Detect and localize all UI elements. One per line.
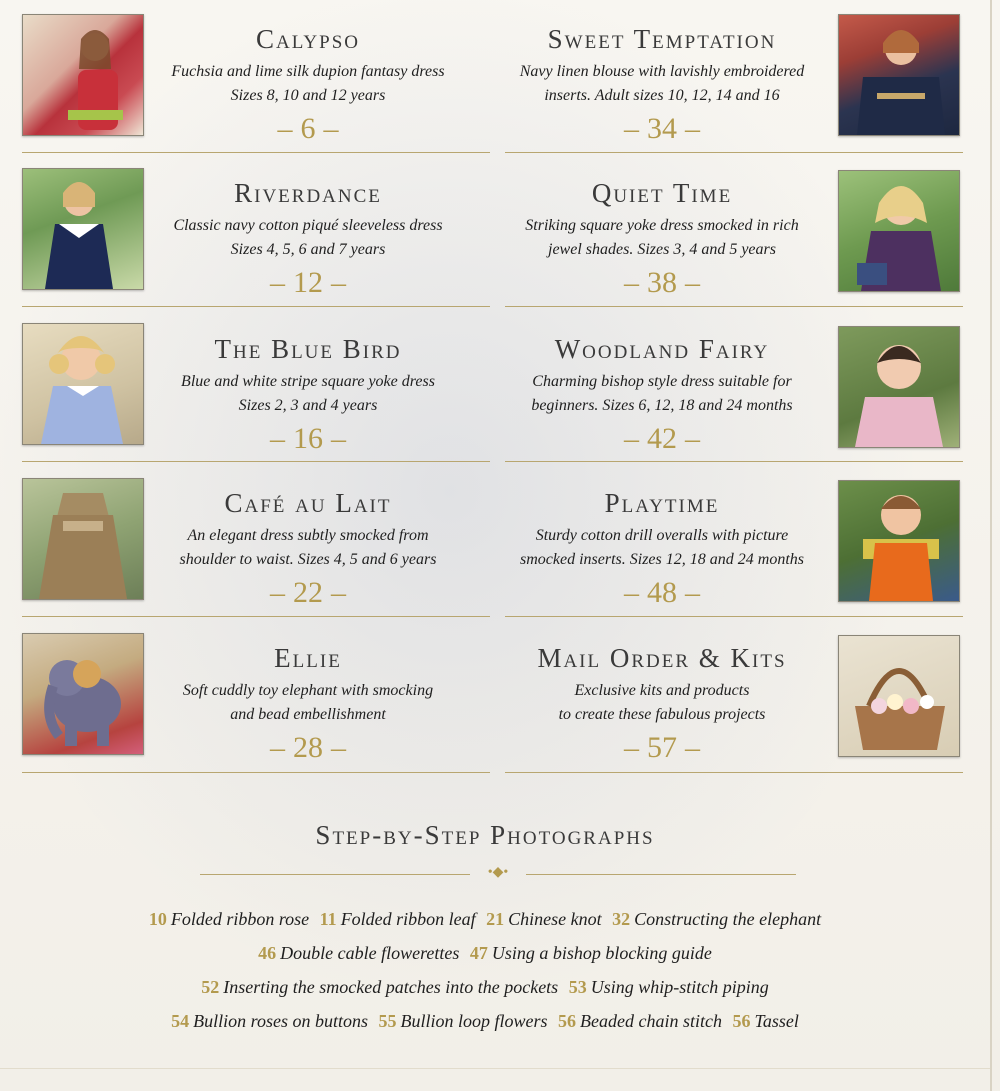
entry-title: Playtime xyxy=(604,488,720,518)
step-label: Using a bishop blocking guide xyxy=(491,943,712,963)
step-item[interactable] xyxy=(320,909,476,929)
entry-title: Café au Lait xyxy=(224,488,392,518)
page-number[interactable]: – 6 – xyxy=(277,112,339,145)
desc-line-2: and bead embellishment xyxy=(230,706,386,723)
divider-rule xyxy=(22,772,490,773)
entry-title: Riverdance xyxy=(234,178,382,208)
entry-cafe-au-lait xyxy=(143,488,473,610)
desc-line-2: smocked inserts. Sizes 12, 18 and 24 months xyxy=(520,551,804,568)
desc-line-1: Striking square yoke dress smocked in rich xyxy=(525,217,799,234)
divider-rule xyxy=(22,306,490,307)
step-page-number: 53 xyxy=(568,977,587,997)
step-item[interactable] xyxy=(732,1011,798,1031)
entry-playtime xyxy=(497,488,827,610)
steps-line-1 xyxy=(30,902,940,936)
step-page-number: 54 xyxy=(171,1011,190,1031)
page-number[interactable]: – 28 – xyxy=(270,731,346,764)
woman-in-navy-blouse-icon xyxy=(839,15,959,135)
step-item[interactable] xyxy=(379,1011,548,1031)
girl-reading-book-icon xyxy=(839,171,959,291)
entry-quiet-time xyxy=(497,178,827,300)
ornament-line-left xyxy=(200,874,470,875)
entry-description xyxy=(143,214,473,262)
step-item[interactable] xyxy=(149,909,309,929)
page-number[interactable]: – 57 – xyxy=(624,731,700,764)
step-page-number: 55 xyxy=(378,1011,397,1031)
entry-title: The Blue Bird xyxy=(214,334,402,364)
photo-mail-order-kits xyxy=(838,635,960,757)
entry-description xyxy=(497,370,827,418)
entry-title: Woodland Fairy xyxy=(554,334,770,364)
page-number-value[interactable]: 57 xyxy=(647,731,677,764)
photo-cafe-au-lait xyxy=(22,478,144,600)
entry-title: Quiet Time xyxy=(591,178,733,208)
desc-line-2: inserts. Adult sizes 10, 12, 14 and 16 xyxy=(544,87,780,104)
divider-rule xyxy=(22,616,490,617)
desc-line-2: Sizes 8, 10 and 12 years xyxy=(230,87,386,104)
page-number[interactable]: – 48 – xyxy=(624,576,700,609)
desc-line-1: Classic navy cotton piqué sleeveless dress xyxy=(173,217,443,234)
step-page-number: 46 xyxy=(258,943,277,963)
page-number-value[interactable]: 28 xyxy=(293,731,323,764)
photo-calypso xyxy=(22,14,144,136)
desc-line-1: Fuchsia and lime silk dupion fantasy dress xyxy=(171,63,445,80)
page-number[interactable]: – 42 – xyxy=(624,422,700,455)
page-number[interactable]: – 34 – xyxy=(624,112,700,145)
step-label: Folded ribbon leaf xyxy=(340,909,476,929)
photo-the-blue-bird xyxy=(22,323,144,445)
steps-line-4 xyxy=(30,1004,940,1038)
step-label: Inserting the smocked patches into the pockets xyxy=(223,977,559,997)
desc-line-1: Blue and white stripe square yoke dress xyxy=(181,373,435,390)
entry-description xyxy=(143,60,473,108)
step-page-number: 56 xyxy=(732,1011,751,1031)
step-label: Chinese knot xyxy=(508,909,602,929)
divider-rule xyxy=(22,461,490,462)
girl-in-navy-dress-icon xyxy=(23,169,143,289)
desc-line-2: to create these fabulous projects xyxy=(558,706,766,723)
steps-line-3 xyxy=(30,970,940,1004)
entry-description xyxy=(497,214,827,262)
photo-sweet-temptation xyxy=(838,14,960,136)
desc-line-2: shoulder to waist. Sizes 4, 5 and 6 years xyxy=(179,551,437,568)
page-edge xyxy=(990,0,992,1091)
step-label: Folded ribbon rose xyxy=(170,909,310,929)
page-number-value[interactable]: 38 xyxy=(647,266,677,299)
step-item[interactable] xyxy=(258,943,459,963)
desc-line-1: Navy linen blouse with lavishly embroidered xyxy=(519,63,805,80)
desc-line-1: An elegant dress subtly smocked from xyxy=(187,527,429,544)
desc-line-2: Sizes 2, 3 and 4 years xyxy=(238,397,378,414)
entry-title: Sweet Temptation xyxy=(547,24,777,54)
desc-line-1: Soft cuddly toy elephant with smocking xyxy=(182,682,434,699)
step-item[interactable] xyxy=(201,977,558,997)
bottom-rule xyxy=(0,1068,990,1069)
divider-rule xyxy=(505,772,963,773)
step-page-number: 56 xyxy=(558,1011,577,1031)
ornament-dots-icon: •◆• xyxy=(487,865,509,880)
step-label: Tassel xyxy=(754,1011,799,1031)
step-page-number: 21 xyxy=(486,909,505,929)
photo-riverdance xyxy=(22,168,144,290)
photo-quiet-time xyxy=(838,170,960,292)
step-page-number: 52 xyxy=(201,977,220,997)
page-number[interactable]: – 22 – xyxy=(270,576,346,609)
page-number-value[interactable]: 12 xyxy=(293,266,323,299)
page-number-value[interactable]: 6 xyxy=(300,112,316,145)
desc-line-2: Sizes 4, 5, 6 and 7 years xyxy=(230,241,386,258)
photo-ellie xyxy=(22,633,144,755)
page-number[interactable]: – 38 – xyxy=(624,266,700,299)
page-number[interactable]: – 12 – xyxy=(270,266,346,299)
step-page-number: 11 xyxy=(319,909,337,929)
page-number-value[interactable]: 42 xyxy=(647,422,677,455)
step-item[interactable] xyxy=(612,909,821,929)
page-number-value[interactable]: 22 xyxy=(293,576,323,609)
ornament-line-right xyxy=(526,874,796,875)
basket-with-flowers-icon xyxy=(839,636,959,756)
step-label: Beaded chain stitch xyxy=(580,1011,722,1031)
step-item[interactable] xyxy=(470,943,712,963)
step-label: Bullion roses on buttons xyxy=(193,1011,368,1031)
step-page-number: 47 xyxy=(469,943,488,963)
step-page-number: 32 xyxy=(612,909,631,929)
entry-description xyxy=(497,679,827,727)
entry-description xyxy=(143,524,473,572)
entry-description xyxy=(497,60,827,108)
entry-sweet-temptation xyxy=(497,24,827,146)
entry-mail-order-kits xyxy=(497,643,827,765)
entry-title: Mail Order & Kits xyxy=(537,643,787,673)
step-label: Bullion loop flowers xyxy=(400,1011,548,1031)
desc-line-1: Exclusive kits and products xyxy=(574,682,750,699)
baby-in-orange-overalls-icon xyxy=(839,481,959,601)
entry-calypso xyxy=(143,24,473,146)
desc-line-2: jewel shades. Sizes 3, 4 and 5 years xyxy=(548,241,776,258)
step-item[interactable] xyxy=(569,977,769,997)
step-item[interactable] xyxy=(558,1011,722,1031)
step-item[interactable] xyxy=(486,909,601,929)
photo-playtime xyxy=(838,480,960,602)
baby-in-pink-dress-icon xyxy=(839,327,959,447)
step-label: Using whip-stitch piping xyxy=(590,977,769,997)
divider-rule xyxy=(505,306,963,307)
entry-description xyxy=(143,679,473,727)
step-label: Double cable flowerettes xyxy=(280,943,460,963)
divider-rule xyxy=(505,461,963,462)
page-number-value[interactable]: 48 xyxy=(647,576,677,609)
brown-dress-on-hanger-icon xyxy=(23,479,143,599)
steps-line-2 xyxy=(30,936,940,970)
desc-line-1: Charming bishop style dress suitable for xyxy=(532,373,792,390)
desc-line-1: Sturdy cotton drill overalls with picture xyxy=(535,527,789,544)
page-number-value[interactable]: 34 xyxy=(647,112,677,145)
divider-rule xyxy=(22,152,490,153)
divider-rule xyxy=(505,616,963,617)
divider-rule xyxy=(505,152,963,153)
entry-the-blue-bird xyxy=(143,334,473,456)
desc-line-2: beginners. Sizes 6, 12, 18 and 24 months xyxy=(531,397,793,414)
girl-in-red-fantasy-dress-icon xyxy=(23,15,143,135)
entry-description xyxy=(497,524,827,572)
entry-woodland-fairy xyxy=(497,334,827,456)
entry-title: Ellie xyxy=(274,643,342,673)
page-number-value[interactable]: 16 xyxy=(293,422,323,455)
step-page-number: 10 xyxy=(148,909,167,929)
toddler-in-blue-dress-icon xyxy=(23,324,143,444)
entry-riverdance xyxy=(143,178,473,300)
toy-elephant-icon xyxy=(23,634,143,754)
photo-woodland-fairy xyxy=(838,326,960,448)
page-number[interactable]: – 16 – xyxy=(270,422,346,455)
entry-description xyxy=(143,370,473,418)
entry-ellie xyxy=(143,643,473,765)
entry-title: Calypso xyxy=(255,24,360,54)
step-item[interactable] xyxy=(171,1011,368,1031)
section-title-step-by-step: Step-by-Step Photographs xyxy=(315,820,655,850)
step-label: Constructing the elephant xyxy=(634,909,822,929)
